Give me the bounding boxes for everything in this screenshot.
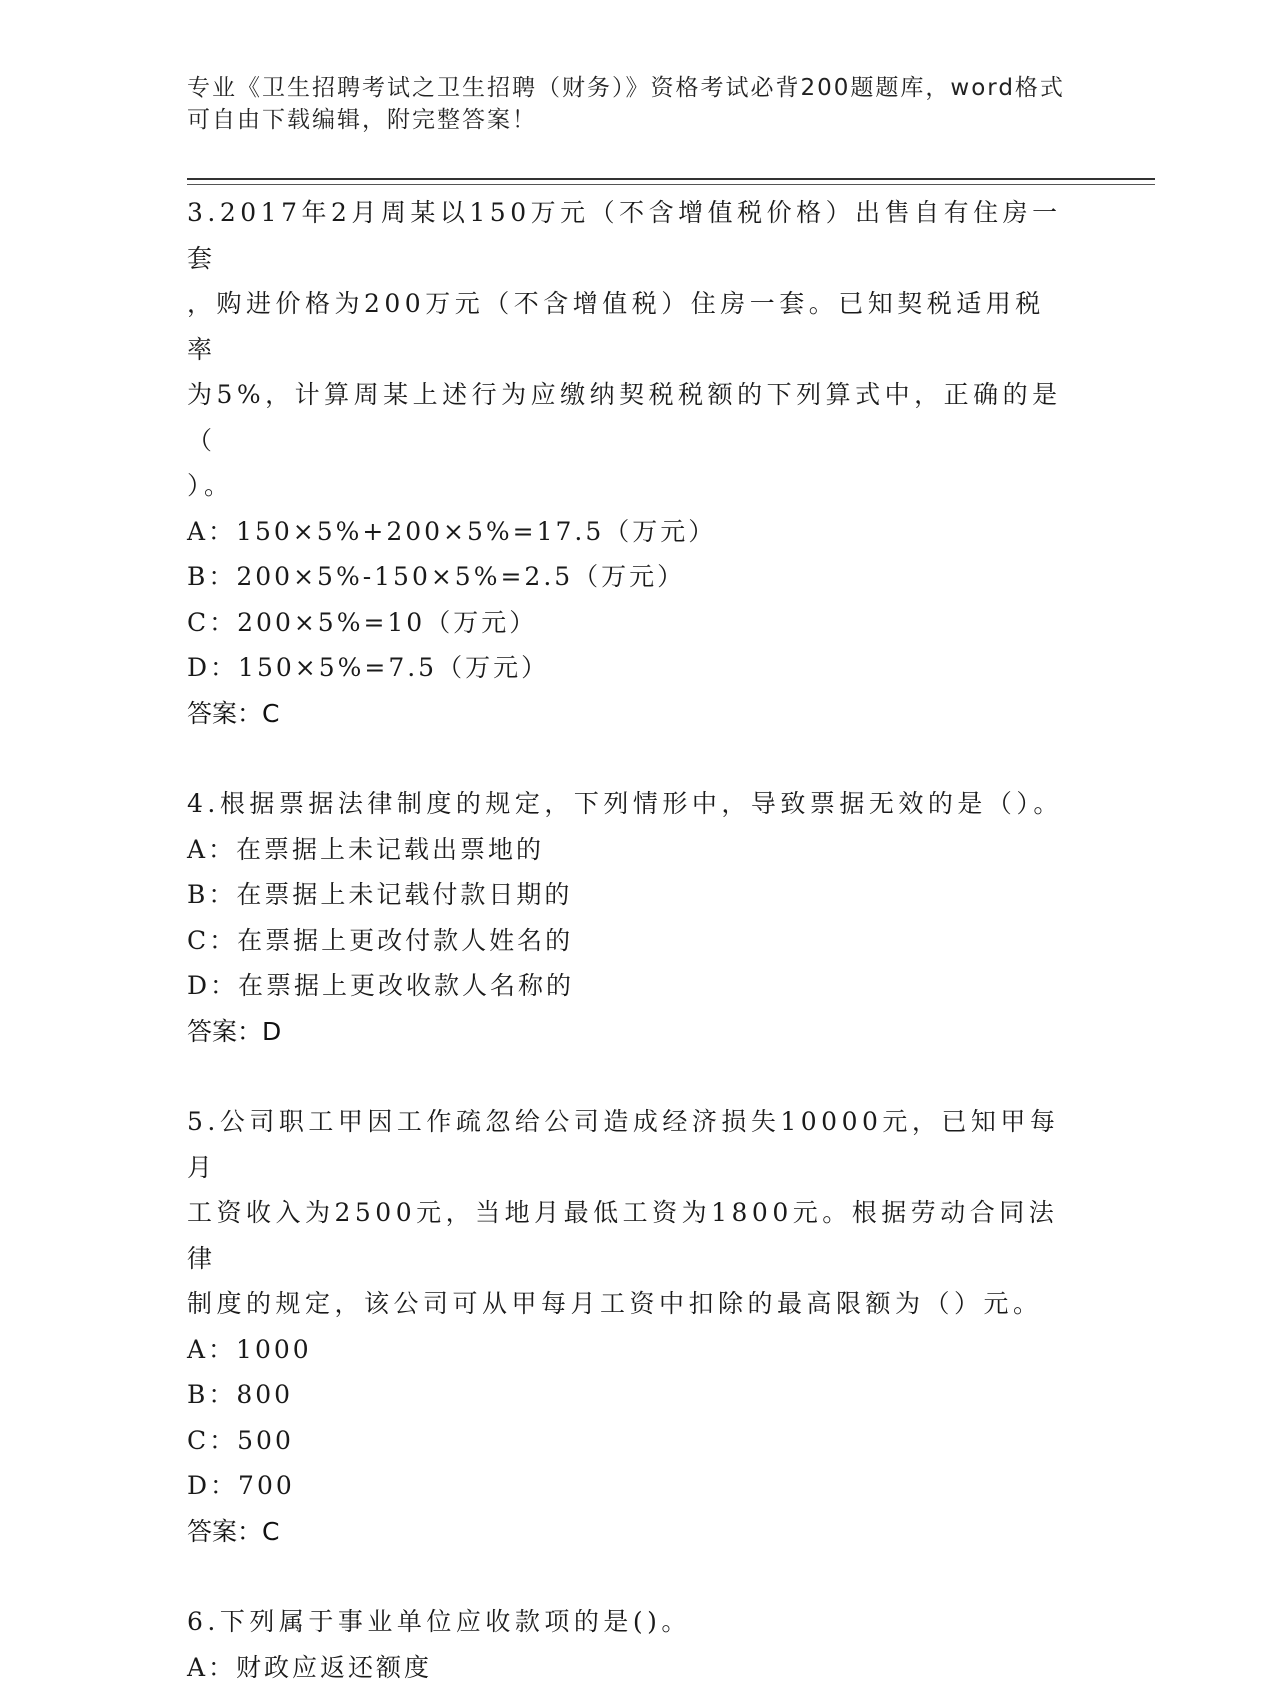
option-c: C：500 bbox=[187, 1418, 1067, 1464]
header-divider-thin bbox=[187, 184, 1155, 185]
question-stem-line: 6.下列属于事业单位应收款项的是()。 bbox=[187, 1599, 1067, 1645]
question-stem-line: 3.2017年2月周某以150万元（不含增值税价格）出售自有住房一套 bbox=[187, 190, 1067, 281]
option-d: D：700 bbox=[187, 1463, 1067, 1509]
option-a: A：1000 bbox=[187, 1327, 1067, 1373]
option-b: B：800 bbox=[187, 1372, 1067, 1418]
option-b: B：200×5%-150×5%=2.5（万元） bbox=[187, 554, 1067, 600]
option-c: C：在票据上更改付款人姓名的 bbox=[187, 918, 1067, 964]
question-stem-line: 制度的规定，该公司可从甲每月工资中扣除的最高限额为（）元。 bbox=[187, 1281, 1067, 1327]
answer-line: 答案：C bbox=[187, 1509, 1067, 1555]
option-a: A：150×5%+200×5%=17.5（万元） bbox=[187, 509, 1067, 555]
option-a: A：在票据上未记载出票地的 bbox=[187, 827, 1067, 873]
question-4 bbox=[187, 781, 1067, 1054]
question-spacer bbox=[187, 736, 1067, 781]
option-d: D：150×5%=7.5（万元） bbox=[187, 645, 1067, 691]
question-3 bbox=[187, 190, 1067, 736]
question-spacer bbox=[187, 1054, 1067, 1099]
option-d: D：在票据上更改收款人名称的 bbox=[187, 963, 1067, 1009]
header-divider-thick bbox=[187, 178, 1155, 180]
question-5 bbox=[187, 1099, 1067, 1554]
option-a: A：财政应返还额度 bbox=[187, 1645, 1067, 1690]
option-b: B：在票据上未记载付款日期的 bbox=[187, 872, 1067, 918]
question-spacer bbox=[187, 1554, 1067, 1599]
question-stem-line: ，购进价格为200万元（不含增值税）住房一套。已知契税适用税率 bbox=[187, 281, 1067, 372]
document-header bbox=[187, 72, 1067, 136]
header-line-2: 可自由下载编辑，附完整答案！ bbox=[187, 104, 1067, 136]
question-6 bbox=[187, 1599, 1067, 1690]
header-line-1: 专业《卫生招聘考试之卫生招聘（财务）》资格考试必背200题题库，word格式 bbox=[187, 72, 1067, 104]
question-stem-line: 工资收入为2500元，当地月最低工资为1800元。根据劳动合同法律 bbox=[187, 1190, 1067, 1281]
question-list bbox=[187, 190, 1067, 1690]
question-stem-line: 4.根据票据法律制度的规定，下列情形中，导致票据无效的是（）。 bbox=[187, 781, 1067, 827]
question-stem-line: ）。 bbox=[187, 463, 1067, 509]
question-stem-line: 5.公司职工甲因工作疏忽给公司造成经济损失10000元，已知甲每月 bbox=[187, 1099, 1067, 1190]
answer-line: 答案：C bbox=[187, 691, 1067, 737]
option-c: C：200×5%=10（万元） bbox=[187, 600, 1067, 646]
answer-line: 答案：D bbox=[187, 1009, 1067, 1055]
question-stem-line: 为5%，计算周某上述行为应缴纳契税税额的下列算式中，正确的是（ bbox=[187, 372, 1067, 463]
